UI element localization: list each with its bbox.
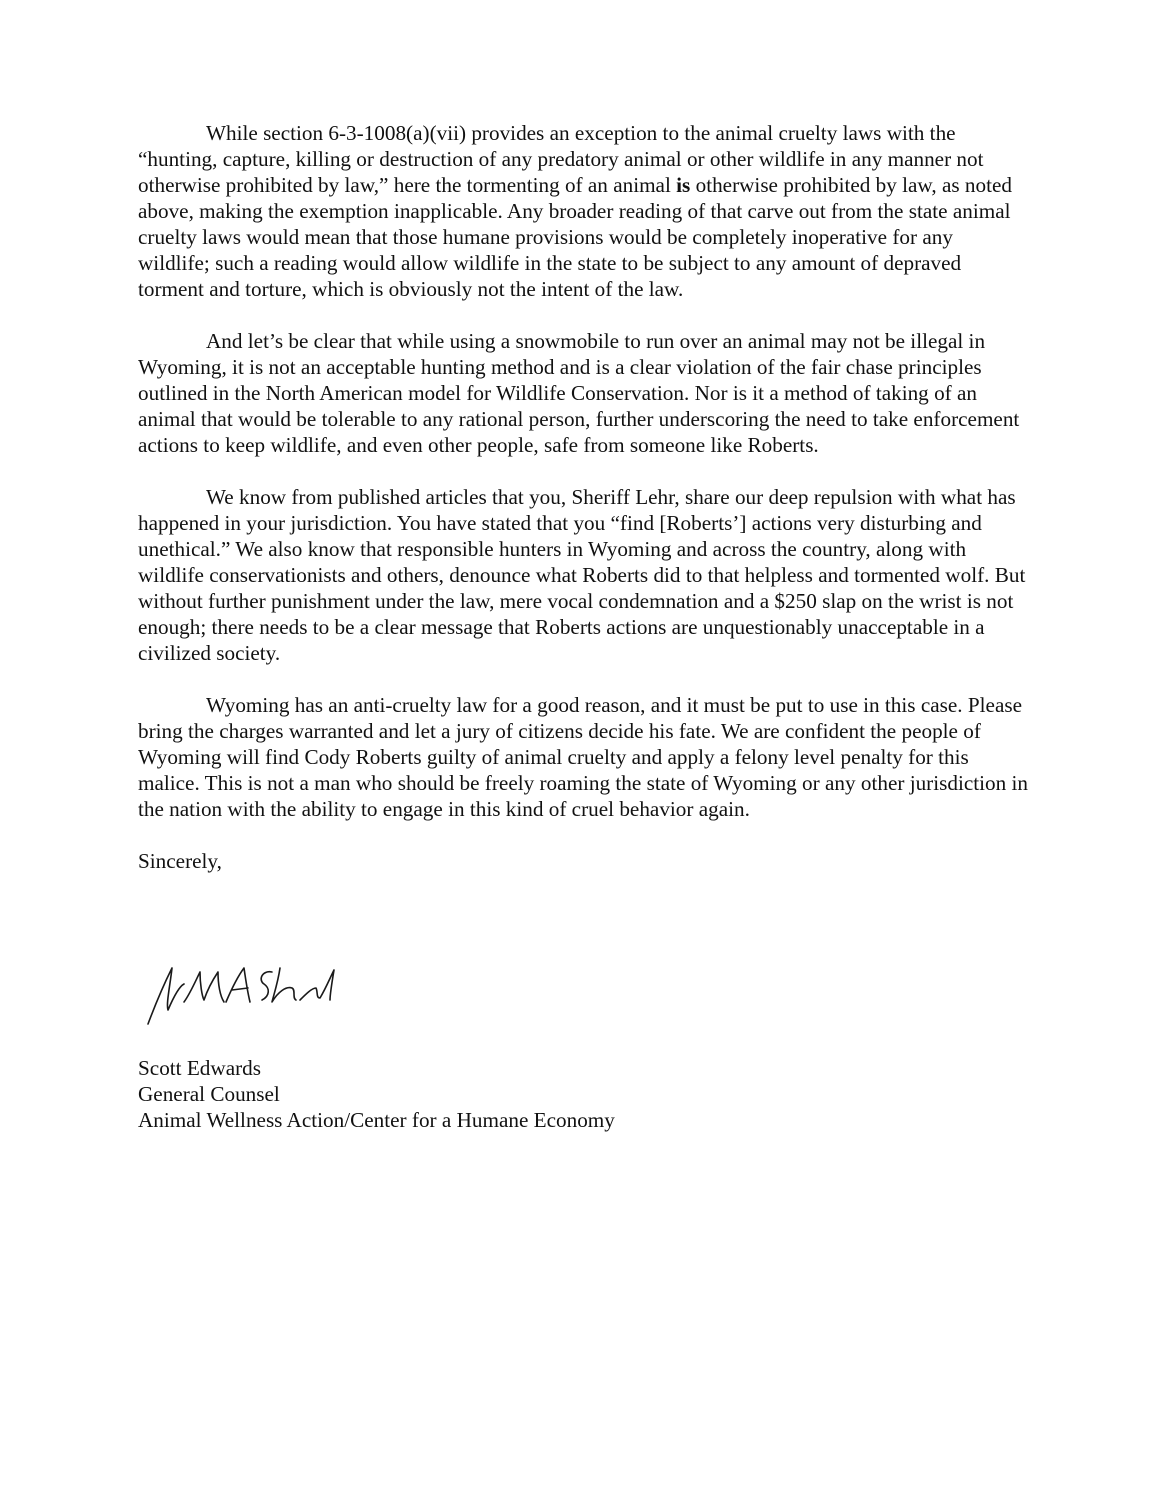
paragraph-exception [138,120,1028,302]
signer-organization: Animal Wellness Action/Center for a Humane Economy [138,1108,615,1132]
signer-name: Scott Edwards [138,1056,261,1080]
emphasis-is: is [676,173,691,197]
signer-title: General Counsel [138,1082,280,1106]
paragraph-anti-cruelty: Wyoming has an anti-cruelty law for a good reason, and it must be put to use in this case. Please bring the charges warranted and let a jury of citizens decide his fate. We are confident the people of Wyoming will find Cody Roberts guilty of animal cruelty and apply a felony level penalty for this malice. This is not a man who should be freely roaming the state of Wyoming or any other jurisdiction in the nation with the ability to engage in this kind of cruel behavior again. [138,693,1028,821]
signer-block [138,1055,615,1133]
handwritten-signature-icon [140,958,350,1032]
paragraph-snowmobile: And let’s be clear that while using a snowmobile to run over an animal may not be illegal in Wyoming, it is not an acceptable hunting method and is a clear violation of the fair chase principles outlined in the North American model for Wildlife Conservation. Nor is it a method of taking of an animal that would be tolerable to any rational person, further underscoring the need to take enforcement actions to keep wildlife, and even other people, safe from someone like Roberts. [138,329,1020,457]
closing-salutation: Sincerely, [138,849,222,873]
paragraph-sheriff: We know from published articles that you, Sheriff Lehr, share our deep repulsion with what has happened in your jurisdiction. You have stated that you “find [Roberts’] actions very disturbing and unethical.” We also know that responsible hunters in Wyoming and across the country, along with wildlife conservationists and others, denounce what Roberts did to that helpless and tormented wolf. But without further punishment under the law, mere vocal condemnation and a $250 slap on the wrist is not enough; there needs to be a clear message that Roberts actions are unquestionably unacceptable in a civilized society. [138,485,1026,665]
letter-body [138,120,1028,874]
paragraph-text-continued: otherwise prohibited by law, as noted above, making the exemption inapplicable. Any broader reading of that carve out from the state animal cruelty laws would mean that those humane provisions would be completely inoperative for any wildlife; such a reading would allow wildlife in the state to be subject to any amount of depraved torment and torture, which is obviously not the intent of the law. [138,173,1012,301]
paragraph-text: While section 6-3-1008(a)(vii) provides an exception to the animal cruelty laws with the “hunting, capture, killing or destruction of any predatory animal or other wildlife in any manner not otherwise prohibited by law,” here the tormenting of an animal [138,121,984,197]
signature-image [140,958,350,1032]
